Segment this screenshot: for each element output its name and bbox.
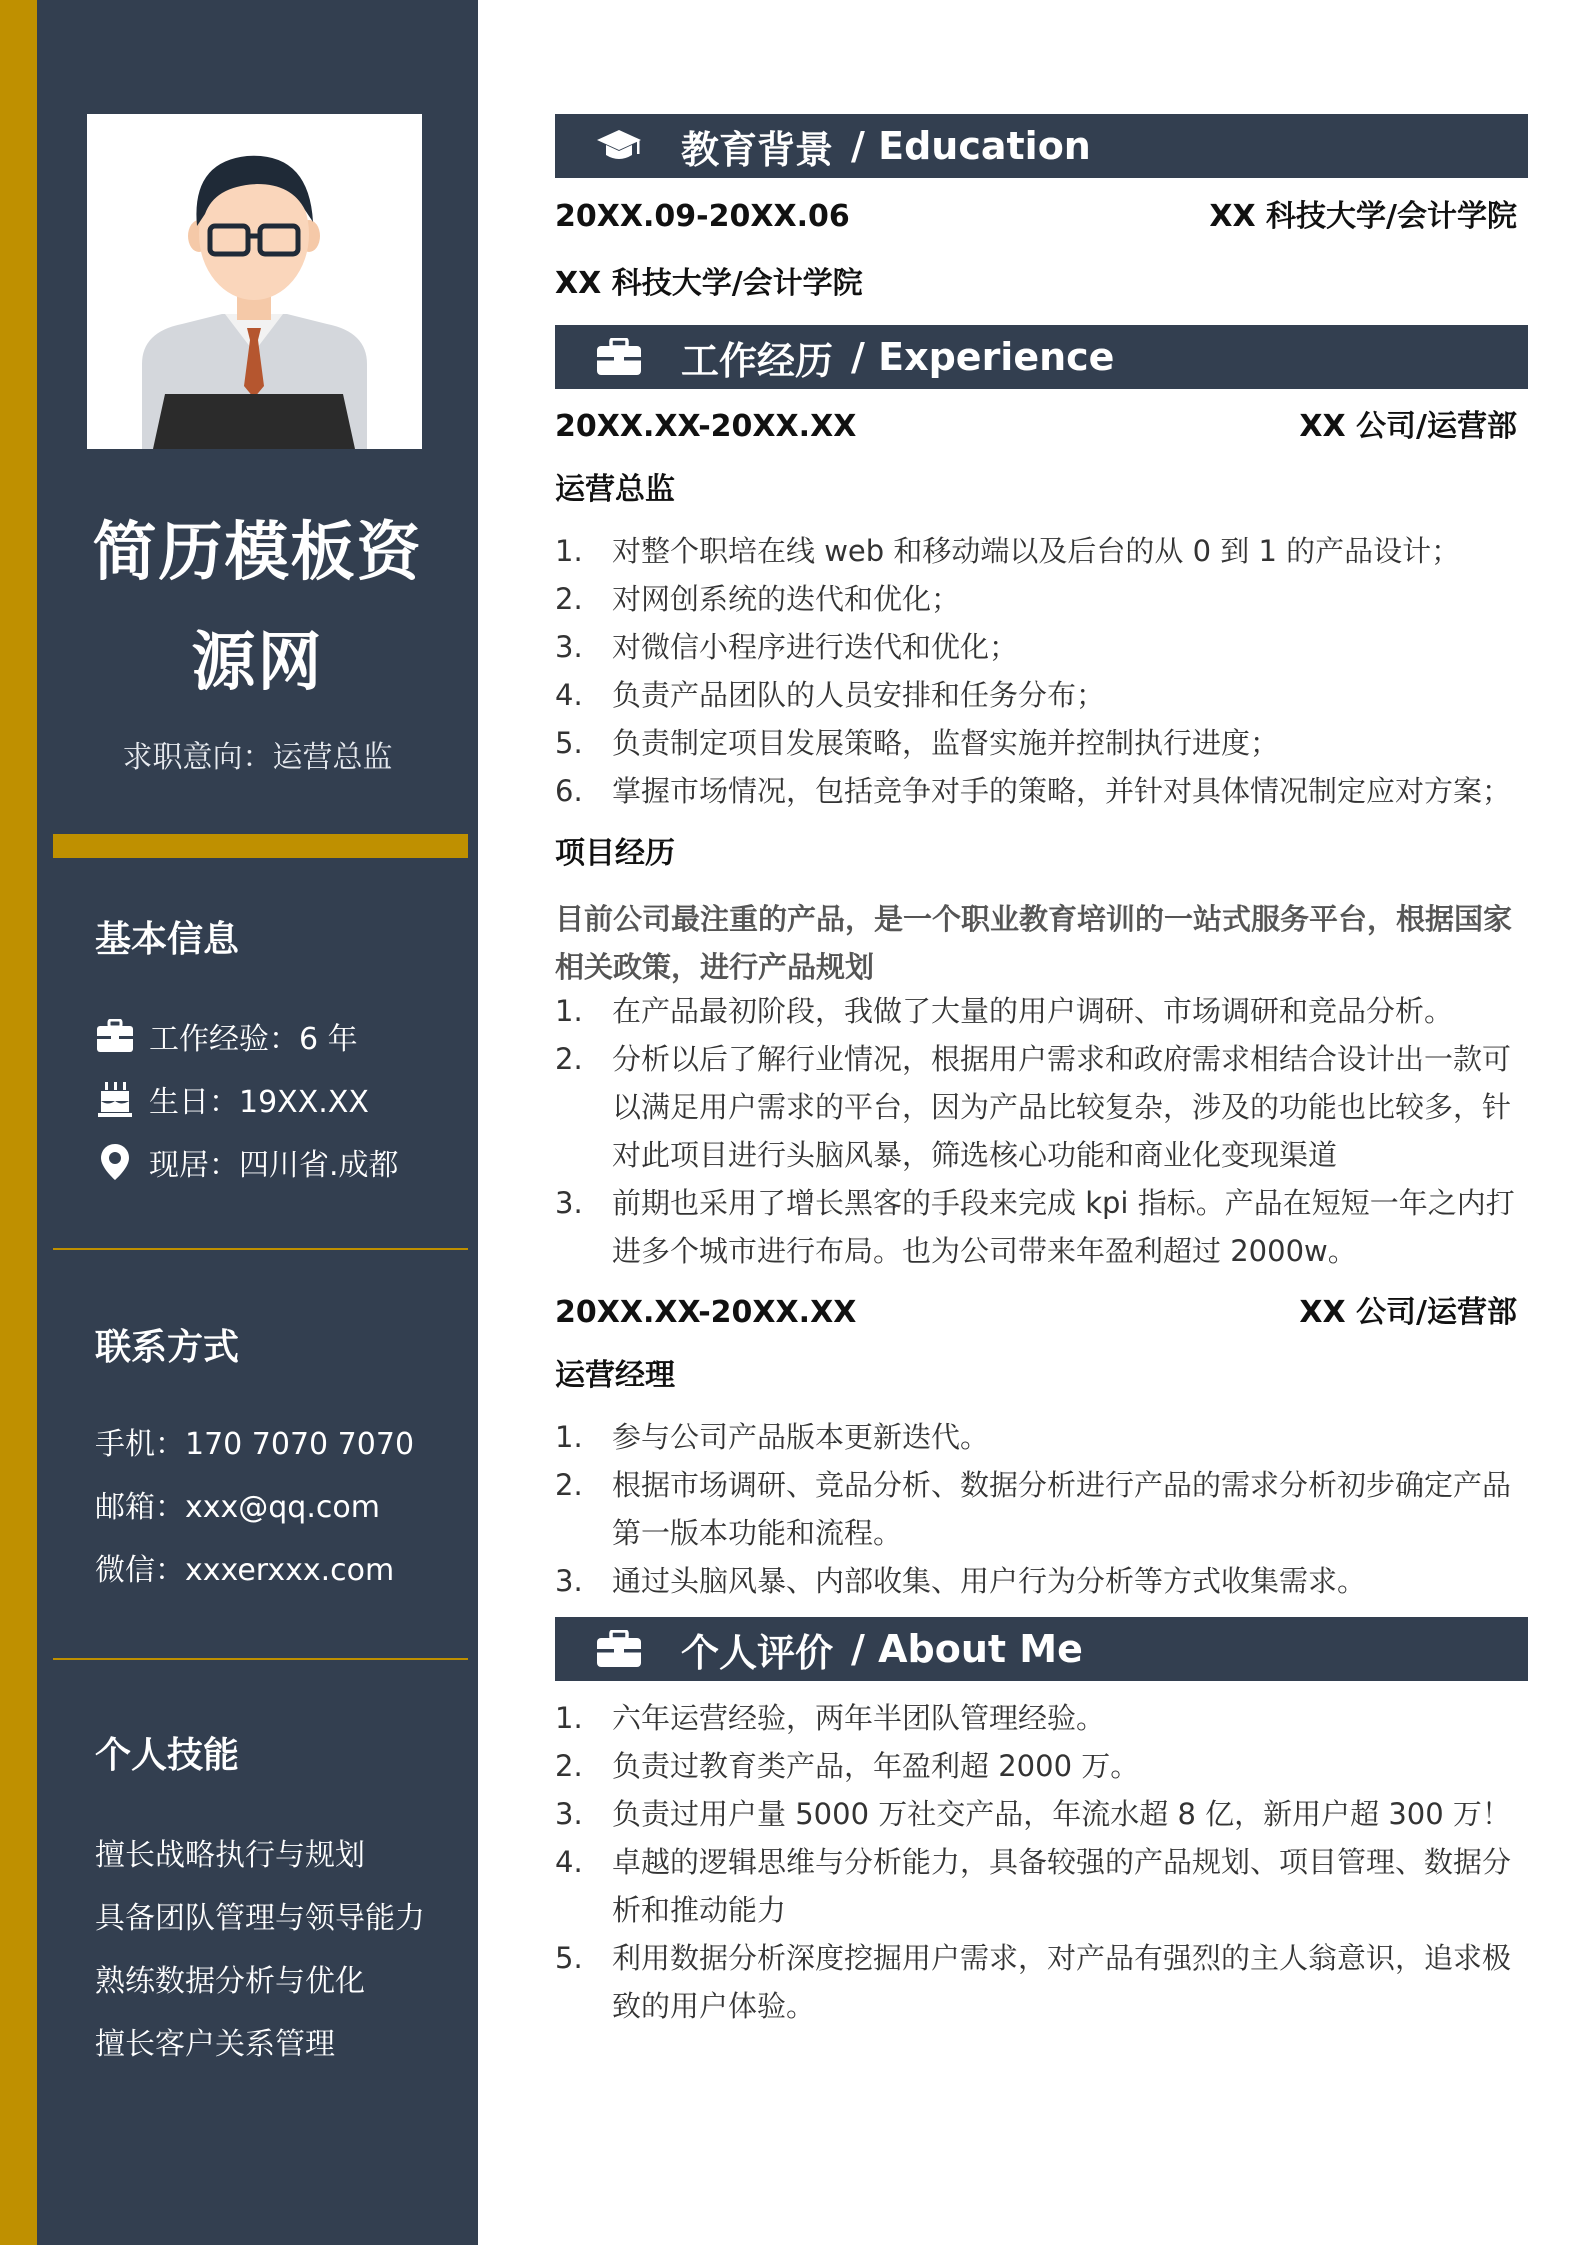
- education-section-header: [555, 114, 1528, 178]
- project-title: 项目经历: [555, 836, 675, 871]
- list-item: 1. 在产品最初阶段，我做了大量的用户调研、市场调研和竞品分析。: [555, 994, 1454, 1028]
- info-row-birthday: [95, 1077, 369, 1121]
- list-item: 2. 负责过教育类产品，年盈利超 2000 万。: [555, 1749, 1140, 1783]
- contact-title: 联系方式: [95, 1327, 240, 1368]
- project-items-list: [555, 987, 1530, 1275]
- skill-item: 熟练数据分析与优化: [95, 1964, 365, 1999]
- list-item: 3. 通过头脑风暴、内部收集、用户行为分析等方式收集需求。: [555, 1564, 1367, 1598]
- job2-period: 20XX.XX-20XX.XX: [555, 1295, 857, 1330]
- info-location-text: 现居：四川省.成都: [149, 1148, 399, 1183]
- education-row: [555, 197, 1517, 237]
- list-item: 4. 负责产品团队的人员安排和任务分布；: [555, 678, 1106, 712]
- job1-duties-list: [555, 527, 1530, 815]
- location-pin-icon: [95, 1142, 135, 1182]
- list-item: 1. 对整个职培在线 web 和移动端以及后台的从 0 到 1 的产品设计；: [555, 534, 1461, 568]
- info-row-experience: [95, 1014, 358, 1058]
- info-row-location: [95, 1140, 399, 1184]
- skill-item: 擅长客户关系管理: [95, 2027, 335, 2062]
- job2-company: XX 公司/运营部: [1299, 1295, 1517, 1330]
- skill-item: 具备团队管理与领导能力: [95, 1901, 425, 1936]
- job1-role: 运营总监: [555, 472, 675, 507]
- cake-icon: [95, 1079, 135, 1119]
- candidate-name-line-2: 源网: [191, 626, 324, 700]
- skill-item: 擅长战略执行与规划: [95, 1838, 365, 1873]
- contact-email: 邮箱：xxx@qq.com: [95, 1490, 380, 1525]
- list-item: 4. 卓越的逻辑思维与分析能力，具备较强的产品规划、项目管理、数据分析和推动能力: [555, 1845, 1512, 1927]
- job1-row: [555, 407, 1517, 447]
- sidebar: [37, 0, 478, 2245]
- list-item: 2. 分析以后了解行业情况，根据用户需求和政府需求相结合设计出一款可以满足用户需求的平台，因为产品比较复杂，涉及的功能也比较多，针对此项目进行头脑风暴，筛选核心功能和商业化变现渠道: [555, 1042, 1512, 1172]
- skills-title: 个人技能: [95, 1735, 240, 1776]
- experience-title: 工作经历: [681, 338, 834, 383]
- contact-wechat: 微信：xxxerxxx.com: [95, 1553, 395, 1588]
- list-item: 2. 根据市场调研、竞品分析、数据分析进行产品的需求分析初步确定产品第一版本功能和流程。: [555, 1468, 1512, 1550]
- about-section-header: [555, 1617, 1528, 1681]
- education-school-line: XX 科技大学/会计学院: [555, 266, 863, 301]
- about-items-list: [555, 1694, 1530, 2030]
- avatar: [87, 114, 422, 449]
- list-item: 1. 参与公司产品版本更新迭代。: [555, 1420, 990, 1454]
- about-title-en: / About Me: [851, 1627, 1083, 1671]
- briefcase-icon: [591, 1625, 647, 1673]
- contact-phone: 手机：170 7070 7070: [95, 1427, 415, 1462]
- education-school: XX 科技大学/会计学院: [1209, 199, 1517, 234]
- job2-duties-list: [555, 1413, 1530, 1605]
- list-item: 3. 对微信小程序进行迭代和优化；: [555, 630, 1019, 664]
- gold-divider-bar: [53, 834, 468, 858]
- list-item: 5. 利用数据分析深度挖掘用户需求，对产品有强烈的主人翁意识，追求极致的用户体验。: [555, 1941, 1512, 2023]
- candidate-name: [37, 498, 478, 718]
- list-item: 3. 负责过用户量 5000 万社交产品，年流水超 8 亿，新用户超 300 万！: [555, 1797, 1511, 1831]
- experience-section-header: [555, 325, 1528, 389]
- sidebar-divider: [53, 1248, 468, 1250]
- candidate-name-line-1: 简历模板资: [92, 516, 423, 590]
- about-title: 个人评价: [681, 1630, 834, 1675]
- education-period: 20XX.09-20XX.06: [555, 199, 850, 234]
- education-title-en: / Education: [851, 124, 1091, 168]
- job-intent: 求职意向：运营总监: [122, 740, 393, 775]
- graduation-cap-icon: [591, 122, 647, 170]
- job1-period: 20XX.XX-20XX.XX: [555, 409, 857, 444]
- list-item: 2. 对网创系统的迭代和优化；: [555, 582, 961, 616]
- info-birthday-text: 生日：19XX.XX: [149, 1085, 369, 1120]
- list-item: 5. 负责制定项目发展策略，监督实施并控制执行进度；: [555, 726, 1280, 760]
- job2-row: [555, 1293, 1517, 1333]
- job2-role: 运营经理: [555, 1358, 675, 1393]
- list-item: 1. 六年运营经验，两年半团队管理经验。: [555, 1701, 1106, 1735]
- list-item: 6. 掌握市场情况，包括竞争对手的策略，并针对具体情况制定应对方案；: [555, 774, 1512, 808]
- experience-title-en: / Experience: [851, 335, 1115, 379]
- sidebar-divider: [53, 1658, 468, 1660]
- avatar-illustration-icon: [87, 114, 422, 449]
- gold-accent-strip: [0, 0, 37, 2245]
- briefcase-icon: [95, 1016, 135, 1056]
- briefcase-icon: [591, 333, 647, 381]
- main-content: [555, 0, 1530, 2245]
- basic-info-title: 基本信息: [95, 919, 240, 960]
- job1-company: XX 公司/运营部: [1299, 409, 1517, 444]
- project-summary: 目前公司最注重的产品，是一个职业教育培训的一站式服务平台，根据国家相关政策，进行产品规划: [555, 902, 1513, 984]
- education-title: 教育背景: [681, 127, 834, 172]
- list-item: 3. 前期也采用了增长黑客的手段来完成 kpi 指标。产品在短短一年之内打进多个城市进行布局。也为公司带来年盈利超过 2000w。: [555, 1186, 1515, 1268]
- info-experience-text: 工作经验：6 年: [149, 1022, 358, 1057]
